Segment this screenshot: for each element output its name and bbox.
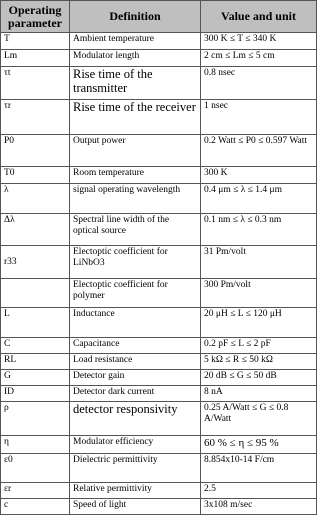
table-row (1, 338, 317, 354)
table-row (1, 308, 317, 338)
value-cell: 300 K ≤ T ≤ 340 K (201, 33, 317, 50)
param-cell: ID (1, 386, 70, 402)
definition-cell: Load resistance (70, 354, 201, 370)
param-cell: r33 (1, 246, 70, 279)
table-row (1, 436, 317, 454)
header-definition: Definition (70, 1, 201, 33)
value-cell: 2 cm ≤ Lm ≤ 5 cm (201, 50, 317, 67)
definition-cell: Ambient temperature (70, 33, 201, 50)
param-cell: Δλ (1, 214, 70, 246)
definition-cell: Rise time of the receiver (70, 100, 201, 135)
header-value-and-unit: Value and unit (201, 1, 317, 33)
definition-cell: Detector gain (70, 370, 201, 386)
table-row (1, 135, 317, 167)
definition-cell: Dielectric permittivity (70, 454, 201, 483)
table-row (1, 370, 317, 386)
definition-cell: Detector dark current (70, 386, 201, 402)
value-cell: 0.4 μm ≤ λ ≤ 1.4 μm (201, 184, 317, 214)
param-cell: L (1, 308, 70, 338)
param-cell: Lm (1, 50, 70, 67)
definition-cell: Rise time of the transmitter (70, 67, 201, 100)
param-cell: τr (1, 100, 70, 135)
value-cell: 2.5 (201, 483, 317, 499)
value-cell: 0.25 A/Watt ≤ G ≤ 0.8 A/Watt (201, 402, 317, 436)
table-row (1, 454, 317, 483)
value-cell: 8 nA (201, 386, 317, 402)
table-row (1, 184, 317, 214)
table-row (1, 67, 317, 100)
definition-cell: signal operating wavelength (70, 184, 201, 214)
value-cell: 60 % ≤ η ≤ 95 % (201, 436, 317, 454)
param-cell (1, 279, 70, 308)
table-row (1, 354, 317, 370)
table-row (1, 214, 317, 246)
definition-cell: detector responsivity (70, 402, 201, 436)
definition-cell: Room temperature (70, 167, 201, 184)
value-cell: 300 K (201, 167, 317, 184)
definition-cell: Spectral line width of the optical source (70, 214, 201, 246)
param-cell: εr (1, 483, 70, 499)
definition-cell: Relative permittivity (70, 483, 201, 499)
param-cell: RL (1, 354, 70, 370)
header-operating-parameter: Operating parameter (1, 1, 70, 33)
value-cell: 0.8 nsec (201, 67, 317, 100)
table-row (1, 279, 317, 308)
table-header-row (1, 1, 317, 33)
value-cell: 300 Pm/volt (201, 279, 317, 308)
value-cell: 5 kΩ ≤ R ≤ 50 kΩ (201, 354, 317, 370)
value-cell: 3x108 m/sec (201, 499, 317, 515)
value-cell: 20 μH ≤ L ≤ 120 μH (201, 308, 317, 338)
param-cell: τt (1, 67, 70, 100)
param-cell: P0 (1, 135, 70, 167)
value-cell: 1 nsec (201, 100, 317, 135)
value-cell: 31 Pm/volt (201, 246, 317, 279)
param-cell: T (1, 33, 70, 50)
param-cell: ρ (1, 402, 70, 436)
value-cell: 20 dB ≤ G ≤ 50 dB (201, 370, 317, 386)
value-cell: 0.2 pF ≤ L ≤ 2 pF (201, 338, 317, 354)
table-row (1, 33, 317, 50)
table-row (1, 499, 317, 515)
param-cell: λ (1, 184, 70, 214)
definition-cell: Electoptic coefficient for LiNbO3 (70, 246, 201, 279)
param-cell: η (1, 436, 70, 454)
table-row (1, 50, 317, 67)
param-cell: c (1, 499, 70, 515)
definition-cell: Electoptic coefficient for polymer (70, 279, 201, 308)
param-cell: T0 (1, 167, 70, 184)
table-row (1, 402, 317, 436)
value-cell: 0.2 Watt ≤ P0 ≤ 0.597 Watt (201, 135, 317, 167)
table-row (1, 100, 317, 135)
table-row (1, 167, 317, 184)
table-row (1, 386, 317, 402)
definition-cell: Output power (70, 135, 201, 167)
value-cell: 0.1 nm ≤ λ ≤ 0.3 nm (201, 214, 317, 246)
param-cell: C (1, 338, 70, 354)
table-row (1, 483, 317, 499)
definition-cell: Capacitance (70, 338, 201, 354)
value-cell: 8.854x10-14 F/cm (201, 454, 317, 483)
definition-cell: Modulator efficiency (70, 436, 201, 454)
table-row (1, 246, 317, 279)
param-cell: ε0 (1, 454, 70, 483)
definition-cell: Inductance (70, 308, 201, 338)
definition-cell: Modulator length (70, 50, 201, 67)
param-cell: G (1, 370, 70, 386)
definition-cell: Speed of light (70, 499, 201, 515)
